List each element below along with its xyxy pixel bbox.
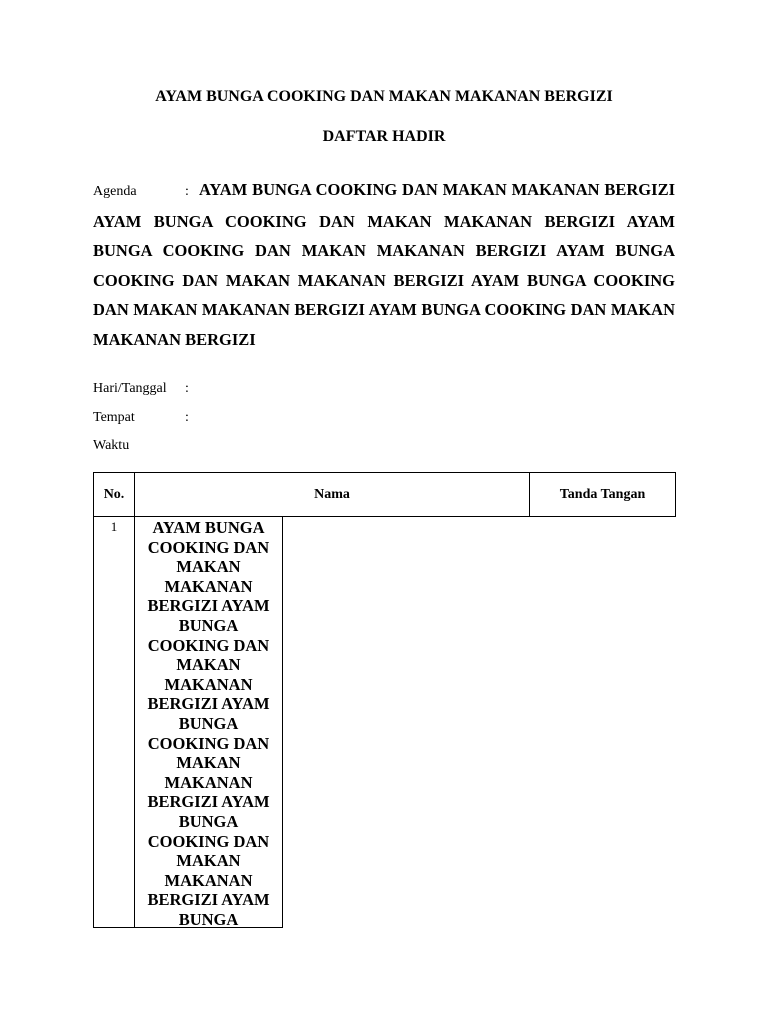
table-header-row [94, 473, 676, 517]
agenda-colon: : [185, 184, 189, 199]
header-nama: Nama [135, 473, 530, 517]
document-subtitle: DAFTAR HADIR [322, 128, 446, 145]
tempat-label: Tempat [93, 410, 135, 425]
tempat-colon: : [185, 410, 189, 425]
waktu-row [93, 436, 185, 456]
document-title: AYAM BUNGA COOKING DAN MAKAN MAKANAN BERGIZI [155, 88, 613, 105]
table-row [94, 517, 676, 928]
hari-tanggal-label: Hari/Tanggal [93, 381, 167, 396]
agenda-value: AYAM BUNGA COOKING DAN MAKAN MAKANAN BERGIZI AYAM BUNGA COOKING DAN MAKAN MAKANAN BERGIZI AYAM BUNGA COOKING DAN MAKAN MAKANAN BERGIZI AYAM BUNGA COOKING DAN MAKAN MAKANAN BERGIZI AYAM BUNGA COOKING DAN MAKAN MAKANAN BERGIZI AYAM BUNGA COOKING DAN MAKAN MAKANAN BERGIZI [93, 180, 675, 349]
name-cell [135, 517, 283, 928]
header-tanda-tangan: Tanda Tangan [530, 473, 676, 517]
row-number: 1 [94, 517, 135, 928]
name-text: AYAM BUNGA COOKING DAN MAKAN MAKANAN BERGIZI AYAM BUNGA COOKING DAN MAKAN MAKANAN BERGIZI AYAM BUNGA COOKING DAN MAKAN MAKANAN BERGIZI AYAM BUNGA COOKING DAN MAKAN MAKANAN BERGIZI AYAM BUNGA [147, 518, 270, 926]
agenda-section [93, 175, 675, 354]
hari-tanggal-row [93, 379, 199, 399]
waktu-label: Waktu [93, 438, 130, 453]
tempat-row [93, 408, 199, 428]
agenda-label: Agenda [93, 184, 137, 199]
empty-cell [283, 517, 676, 928]
hari-tanggal-colon: : [185, 381, 189, 396]
attendance-table [93, 472, 676, 928]
header-no: No. [94, 473, 135, 517]
